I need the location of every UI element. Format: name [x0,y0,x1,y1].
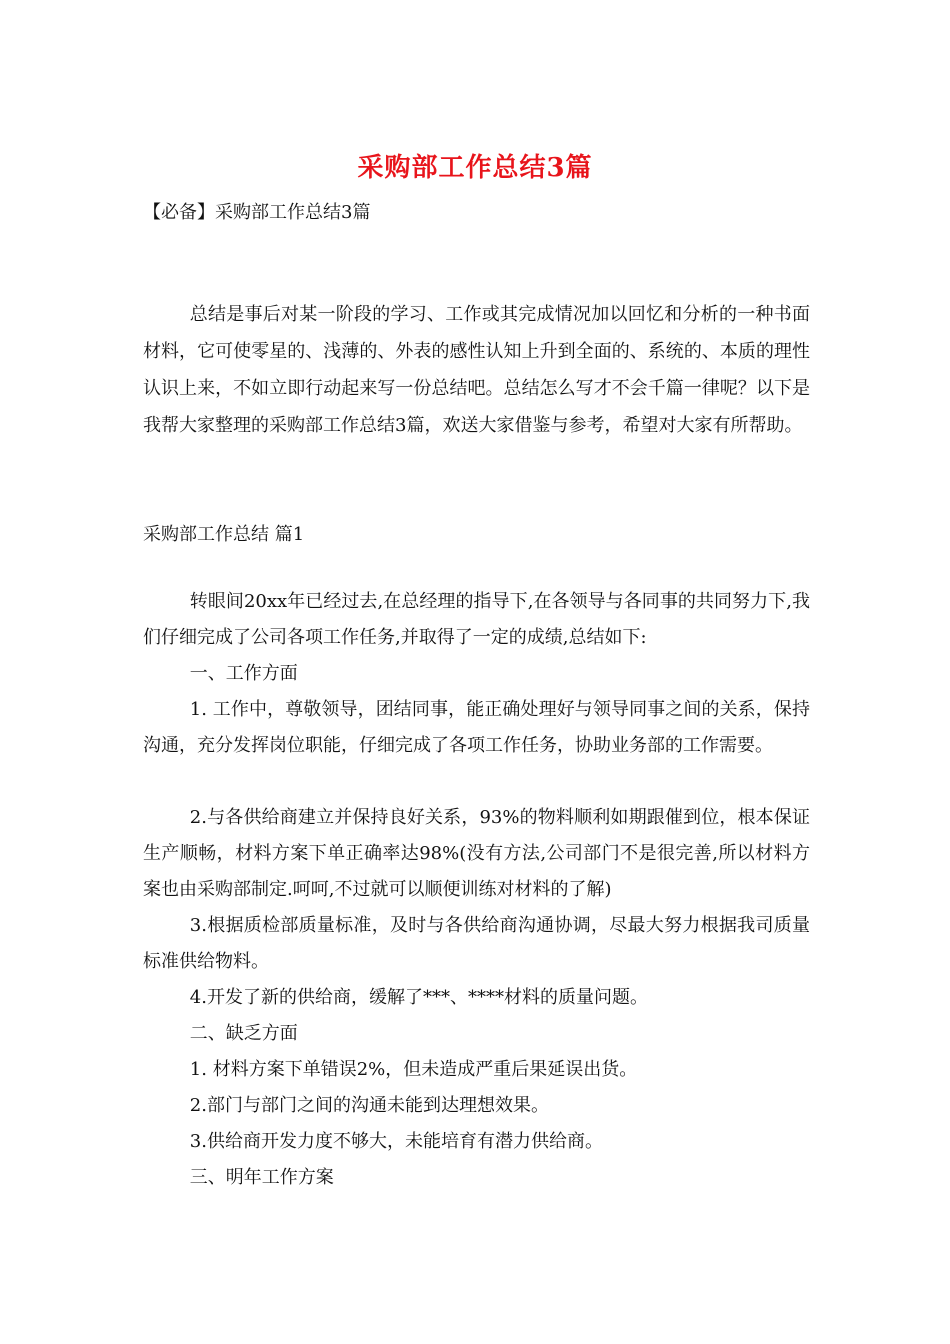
document-title: 采购部工作总结3篇 [357,153,593,183]
body-paragraph: 1. 工作中，尊敬领导，团结同事，能正确处理好与领导同事之间的关系，保持沟通，充分发挥岗位职能，仔细完成了各项工作任务，协助业务部的工作需要。 [143,699,810,756]
intro-paragraph: 总结是事后对某一阶段的学习、工作或其完成情况加以回忆和分析的一种书面材料，它可使零星的、浅薄的、外表的感性认知上升到全面的、系统的、本质的理性认识上来，不如立即行动起来写一份总结吧。总结怎么写才不会千篇一律呢？以下是我帮大家整理的采购部工作总结3篇，欢送大家借鉴与参考，希望对大家有所帮助。 [143,304,810,436]
body-subheading: 二、缺乏方面 [189,1023,298,1044]
body-paragraph: 4.开发了新的供给商，缓解了***、****材料的质量问题。 [189,987,648,1008]
body-paragraph: 2.与各供给商建立并保持良好关系，93%的物料顺利如期跟催到位，根本保证生产顺畅，材料方案下单正确率达98%(没有方法,公司部门不是很完善,所以材料方案也由采购部制定.呵呵,不过就可以顺便训练对材料的了解) [143,807,810,900]
body-subheading: 三、明年工作方案 [189,1167,334,1188]
body-subheading: 一、工作方面 [189,663,298,684]
document-subtitle: 【必备】采购部工作总结3篇 [143,202,371,223]
body-paragraph: 转眼间20xx年已经过去,在总经理的指导下,在各领导与各同事的共同努力下,我们仔细完成了公司各项工作任务,并取得了一定的成绩,总结如下: [143,591,810,648]
body-paragraph: 2.部门与部门之间的沟通未能到达理想效果。 [189,1095,549,1116]
section-heading: 采购部工作总结 篇1 [143,524,305,545]
body-paragraph: 3.供给商开发力度不够大，未能培育有潜力供给商。 [189,1131,603,1152]
body-paragraph: 1. 材料方案下单错误2%，但未造成严重后果延误出货。 [189,1059,638,1080]
body-paragraph: 3.根据质检部质量标准，及时与各供给商沟通协调，尽最大努力根据我司质量标准供给物料。 [143,915,810,972]
